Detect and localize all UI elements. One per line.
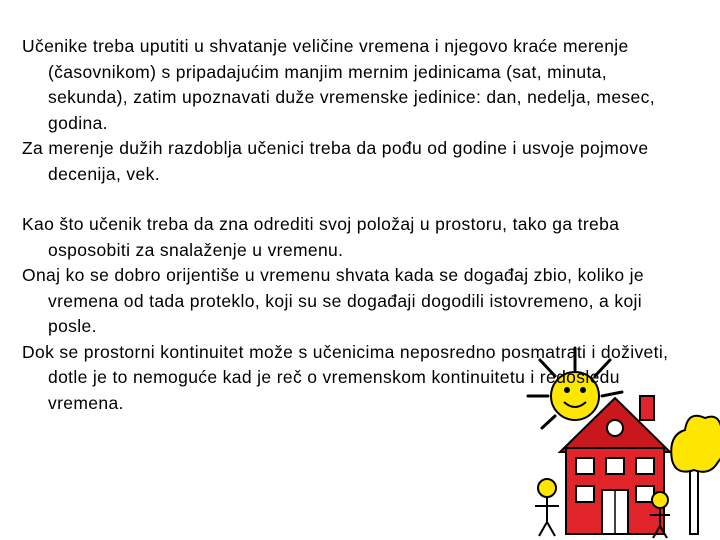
paragraph: Onaj ko se dobro orijentiše u vremenu shvata kada se događaj zbio, koliko je vremena od tada proteklo, koji su se događaji dogodili istovremeno, a koji posle. xyxy=(22,265,644,336)
body-text xyxy=(22,34,692,416)
paragraph: Dok se prostorni kontinuitet može s učenicima neposredno posmatrati i doživeti, dotle je to nemoguće kad je reč o vremenskom kontinuitetu i redosledu vremena. xyxy=(22,341,669,413)
paragraph: Učenike treba uputiti u shvatanje veličine vremena i njegovo kraće merenje (časovnikom) s pripadajućim manjim mernim jedinicama (sat, minuta, sekunda), zatim upoznavati duže vremenske jedinice: dan, nedelja, mesec, godina. xyxy=(22,36,655,133)
paragraph: Za merenje dužih razdoblja učenici treba da pođu od godine i usvoje pojmove decenija, vek. xyxy=(22,138,649,184)
tree-icon xyxy=(671,416,720,534)
paragraph: Kao što učenik treba da zna odrediti svoj položaj u prostoru, tako ga treba osposobiti za snalaženje u vremenu. xyxy=(22,214,620,260)
paragraph-spacer xyxy=(22,187,692,212)
